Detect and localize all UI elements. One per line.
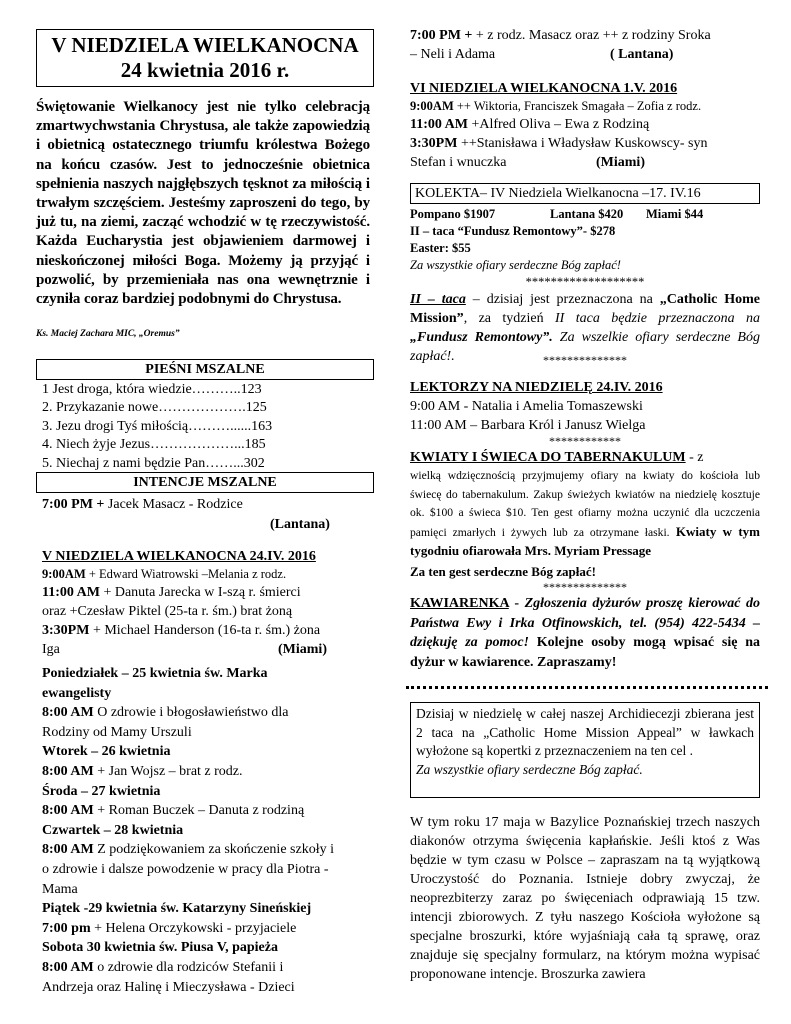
wednesday-heading: Środa – 27 kwietnia [42,783,161,799]
mass-place: (Miami) [278,642,327,657]
hymn-item: 1 Jest droga, która wiedzie………..123 [42,382,262,397]
title-line2: 24 kwietnia 2016 r. [120,58,290,82]
sunday-v-heading: V NIEDZIELA WIELKANOCNA 24.IV. 2016 [42,549,316,564]
second-collection-text: – dzisiaj jest przeznaczona na [465,292,660,307]
mass-intention: + Michael Handerson (16-ta r. śm.) żona [89,623,321,638]
cafe-dash: - [508,596,525,611]
mass-intention: Andrzeja oraz Halinę i Mieczysława - Dzieci [42,979,295,995]
mass-time: 3:30PM [42,623,90,638]
second-collection-text: Za wszelkie ofiary serdeczne Bóg zapłać!. [410,330,760,364]
mass-intention: o zdrowie dla rodziców Stefanii i [93,959,284,975]
cafe-contact: Zgłoszenia dyżurów proszę kierować do Państwa Ewy i Irka Otfinowskich, tel. (954) 422-5434 – dziękuję za pomoc! [410,596,761,650]
collection-thanks: Za wszystkie ofiary serdeczne Bóg zapłać! [410,258,621,272]
mass-intention: + z rodz. Masacz oraz ++ z rodziny Sroka [475,28,711,43]
mass-intention: + Edward Wiatrowski –Melania z rodz. [85,567,287,581]
separator: ************ [549,434,621,448]
flowers-heading: KWIATY I ŚWIECA DO TABERNAKULUM [410,450,686,465]
sunday-vi-section [410,79,760,172]
second-collection-text: II taca będzie przeznaczona na [555,311,761,326]
mass-time: 11:00 AM [42,585,100,600]
collection-second: II – taca “Fundusz Remontowy”- $278 [410,224,616,238]
flowers-text: wielką wdzięcznością przyjmujemy ofiary na kwiaty do kościoła lub świecę do tabernakulum. Zakup świeżych kwiatów na niedzielę kosztuje ok. $100 a świeca $10. Ten gest ofiarny można uczynić dla uczczenia pamięci zmarłych i żywych lub za otrzymane łaski. [410,469,760,539]
separator: ************** [543,579,627,594]
mass-intention: o zdrowie i dalsze powodzenie w pracy dla Piotra - [42,861,329,877]
second-collection-text: , za tydzień [463,311,556,326]
mass-intention: Iga [42,642,60,657]
mass-intention: ++Stanisława i Władysław Kuskowscy- syn [457,136,708,151]
mass-time: 9:00AM [410,99,454,113]
dotted-divider [406,686,768,689]
mass-intention: Mama [42,881,78,897]
mass-time: 8:00 AM [42,705,94,721]
mass-place: ( Lantana) [610,47,674,62]
chm-box-thanks: Za wszystkie ofiary serdeczne Bóg zapłać. [416,761,643,777]
mass-time: 7:00 PM + [410,28,476,43]
mass-time: 8:00 AM [42,803,94,819]
collection-easter: Easter: $55 [410,241,471,255]
mass-intention: O zdrowie i błogosławieństwo dla [93,705,289,721]
saturday-evening [410,26,760,64]
sunday-vi-heading: VI NIEDZIELA WIELKANOCNA 1.V. 2016 [410,81,678,96]
hymn-item: 5. Niechaj z nami będzie Pan……...302 [42,455,265,471]
tuesday-heading: Wtorek – 26 kwietnia [42,744,171,760]
ordination-text: W tym roku 17 maja w Bazylice Poznańskiej trzech naszych diakonów otrzyma święcenia kapłańskie. Jeśli ktoś z Was będzie w tym czasu w Polsce – zapraszam na tą wyjątkową Uroczystość do Poznania. Istnieje dobry zwyczaj, że neoprezbiterzy zaraz po święceniach odprawiają 15 tzw. intencji zbiorowych. Z tyłu naszego Kościoła wyłożone są specjalne broszurki, które wyjaśniają cała tą sprawę, oraz znajduje się specjalny formularz, na którym można wypisać proponowane intencje. Broszurka zawiera [410,815,760,982]
saturday-intention [42,495,370,535]
mass-intention: Z podziękowaniem za skończenie szkoły i [93,842,334,858]
mass-time: 11:00 AM [410,117,468,132]
monday-heading-2: ewangelisty [42,685,112,701]
reflection-body: Świętowanie Wielkanocy jest nie tylko celebracją zmartwychwstania Chrystusa, ale także zapowiedzią i obietnicą ostatecznego triumfu królestwa Bożego na końcu czasów. Jest to jednocześnie obietnica spełnienia naszych najgłębszych tęsknot za miłością i trwałym szczęściem. Jesteśmy zaproszeni do tego, by już tu, na ziemi, zacząć wchodzić w tę rzeczywistość. Każda Eucharystia jest objawieniem darmowej i nieskończonej miłości Boga. Możemy ją przyjąć i pozwolić, by przemieniała nas ona wewnętrznie i czyniła coraz bardziej podobnymi do Chrystusa. [36,99,370,308]
flowers-donor: Kwiaty w tym tygodniu ofiarowała Mrs. Myriam Pressage [410,523,760,558]
mass-time: 3:30PM [410,136,458,151]
flowers-section [410,448,760,593]
mass-intention: oraz +Czesław Piktel (25-ta r. śm.) brat żoną [42,604,293,619]
reflection-text [36,98,370,309]
chm-box [410,702,760,798]
hymns-list [42,381,370,473]
collection-lantana: Lantana $420 [550,207,624,221]
collection-pompano: Pompano $1907 [410,207,496,221]
cafe-heading: KAWIARENKA [410,596,509,611]
collection-details [410,206,760,291]
lector-line: 11:00 AM – Barbara Król i Janusz Wielga [410,418,646,433]
mass-time: 9:00AM [42,567,86,581]
mass-intention: + Helena Orczykowski - przyjaciele [90,920,297,936]
mass-intention: + Jan Wojsz – brat z rodz. [93,763,243,779]
flowers-dash: - z [685,450,704,465]
lector-line: 9:00 AM - Natalia i Amelia Tomaszewski [410,399,643,414]
cafe-section [410,594,760,672]
mass-intention: ++ Wiktoria, Franciszek Smagała – Zofia z rodz. [453,99,702,113]
collection-title: KOLEKTA– IV Niedziela Wielkanocna –17. IV.16 [410,183,760,204]
flowers-thanks: Za ten gest serdeczne Bóg zapłać! [410,563,596,579]
cafe-invite: Kolejne osoby mogą wpisać się na dyżur w kawiarence. Zapraszamy! [410,635,760,670]
weekdays-section [42,664,370,997]
separator: ******************* [525,275,645,289]
hymn-item: 3. Jezu drogi Tyś miłością………......163 [42,418,273,434]
saturday-text: Jacek Masacz - Rodzice [104,497,243,512]
mass-intention: + Danuta Jarecka w I-szą r. śmierci [99,585,301,600]
mass-intention: Rodziny od Mamy Urszuli [42,724,192,740]
second-collection-name: „Catholic Home Mission” [410,292,761,326]
collection-miami: Miami $44 [646,207,704,221]
friday-heading: Piątek -29 kwietnia św. Katarzyny Sineńskiej [42,901,312,917]
second-collection-label: II – taca [410,292,466,307]
separator: ************** [543,353,627,367]
mass-time: 8:00 AM [42,959,94,975]
mass-time: 8:00 AM [42,763,94,779]
thursday-heading: Czwartek – 28 kwietnia [42,822,184,838]
mass-place: (Miami) [596,155,645,170]
saturday-heading: Sobota 30 kwietnia św. Piusa V, papieża [42,940,278,956]
saturday-time: 7:00 PM + [42,497,105,512]
second-collection-name: „Fundusz Remontowy”. [410,330,553,345]
title-box [36,29,374,87]
saturday-place: (Lantana) [270,517,330,532]
reflection-author: Ks. Maciej Zachara MIC, „Oremus” [36,329,180,339]
lectors-heading: LEKTORZY NA NIEDZIELĘ 24.IV. 2016 [410,380,663,395]
hymns-title: PIEŚNI MSZALNE [36,359,374,380]
monday-heading: Poniedziałek – 25 kwietnia św. Marka [42,666,268,681]
hymn-item: 4. Niech żyje Jezus………………...185 [42,437,266,453]
sunday-v-section [42,547,370,659]
mass-intention: + Roman Buczek – Danuta z rodziną [93,803,305,819]
hymn-item: 2. Przykazanie nowe……………….125 [42,400,267,416]
chm-box-text: Dzisiaj w niedzielę w całej naszej Archidiecezji zbierana jest 2 taca na „Catholic Home Mission Appeal” w ławkach wyłożone są kopertki z przeznaczeniem na ten cel . [416,706,754,759]
mass-intention: Stefan i wnuczka [410,155,507,170]
mass-intention: – Neli i Adama [410,47,496,62]
mass-time: 7:00 pm [42,920,91,936]
intentions-title: INTENCJE MSZALNE [36,472,374,493]
mass-intention: +Alfred Oliva – Ewa z Rodziną [467,117,650,132]
mass-time: 8:00 AM [42,842,94,858]
title-line1: V NIEDZIELA WIELKANOCNA [51,33,359,57]
lectors-section [410,378,760,448]
